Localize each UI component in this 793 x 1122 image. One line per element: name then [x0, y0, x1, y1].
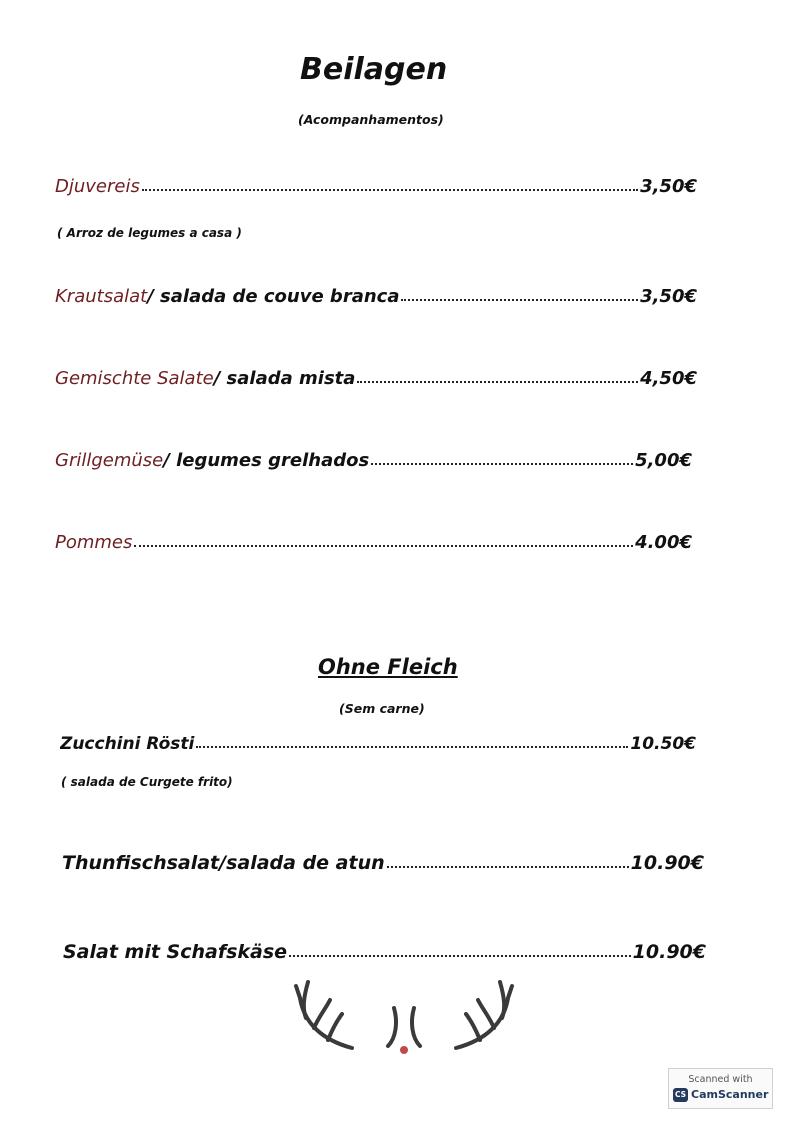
menu-item-djuvereis — [55, 176, 697, 197]
item-name-de: Gemischte Salate — [55, 368, 214, 389]
menu-item-krautsalat — [55, 286, 697, 307]
item-note-zucchini-roesti: ( salada de Curgete frito) — [61, 775, 233, 789]
item-name-de: Djuvereis — [55, 176, 140, 197]
scanned-with-label: Scanned with — [688, 1074, 753, 1085]
item-price: 10.90€ — [630, 852, 704, 874]
leader-dots — [142, 189, 638, 191]
menu-item-zucchini-roesti — [60, 734, 696, 754]
item-name-de: Krautsalat — [55, 286, 148, 307]
item-name: Zucchini Rösti — [60, 734, 195, 754]
leader-dots — [401, 299, 638, 301]
leader-dots — [371, 463, 633, 465]
menu-item-pommes — [55, 532, 692, 553]
item-name-pt: / salada mista — [213, 368, 356, 389]
leader-dots — [357, 381, 638, 383]
menu-item-grillgemuese — [55, 450, 692, 471]
menu-item-thunfischsalat — [62, 852, 704, 874]
item-note-djuvereis: ( Arroz de legumes a casa ) — [57, 226, 242, 240]
item-price: 10.50€ — [630, 734, 696, 754]
menu-item-salat-mit-schafskaese — [63, 941, 706, 963]
camscanner-badge — [668, 1068, 773, 1109]
item-name: Thunfischsalat/salada de atun — [62, 852, 385, 874]
item-name-de: Pommes — [55, 532, 133, 553]
leader-dots — [387, 866, 629, 868]
item-name-pt: / legumes grelhados — [163, 450, 370, 471]
item-price: 4.00€ — [635, 532, 692, 553]
antlers-icon — [292, 978, 516, 1058]
menu-item-gemischte-salate — [55, 368, 697, 389]
camscanner-label: CamScanner — [691, 1088, 769, 1101]
leader-dots — [134, 545, 633, 547]
item-price: 5,00€ — [635, 450, 692, 471]
section-subtitle-ohne-fleich: (Sem carne) — [339, 701, 425, 716]
leader-dots — [289, 955, 631, 957]
item-name-de: Grillgemüse — [55, 450, 164, 471]
item-name-pt: / salada de couve branca — [147, 286, 400, 307]
item-price: 10.90€ — [632, 941, 706, 963]
item-name: Salat mit Schafskäse — [63, 941, 288, 963]
item-price: 4,50€ — [640, 368, 697, 389]
section-subtitle-beilagen: (Acompanhamentos) — [298, 112, 444, 127]
section-title-ohne-fleich: Ohne Fleich — [318, 655, 458, 679]
section-title-beilagen: Beilagen — [300, 52, 448, 87]
camscanner-logo-icon: CS — [673, 1088, 688, 1102]
leader-dots — [196, 746, 628, 748]
item-price: 3,50€ — [640, 176, 697, 197]
item-price: 3,50€ — [640, 286, 697, 307]
